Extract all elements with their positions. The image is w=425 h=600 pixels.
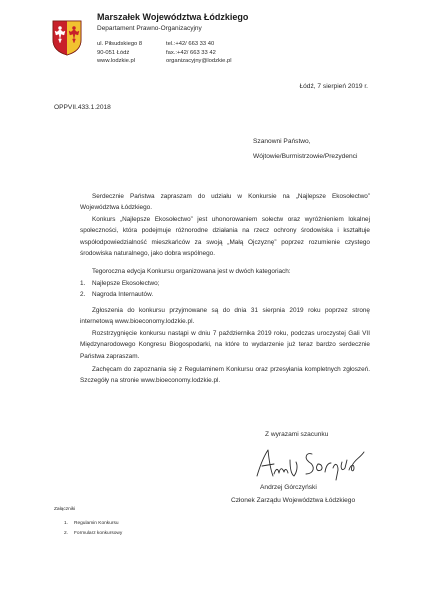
text-line: Serdecznie Państwa zapraszam do udziału w Konkursie na „Najlepsze Ekosołectwo” <box>92 193 370 200</box>
list-item <box>80 289 160 300</box>
attachment-item <box>64 519 122 529</box>
text-line: internetową www.bioeconomy.lodzkie.pl. <box>80 318 195 326</box>
text-line: Województwa Łódzkiego. <box>80 204 152 212</box>
paragraph-about-contest <box>80 214 370 259</box>
text-line: współodpowiedzialność mieszkańców za swoją „Małą Ojczyznę” poprzez rozumienie czystego <box>80 238 370 246</box>
attachment-number: 2. <box>64 531 69 536</box>
text-line: Zgłoszenia do konkursu przyjmowane są do dnia 31 sierpnia 2019 roku poprzez stronę <box>92 307 370 314</box>
signer-name: Andrzej Górczyński <box>260 484 317 491</box>
org-contact <box>166 40 232 66</box>
letter-date: Łódź, 7 sierpień 2019 r. <box>299 83 368 90</box>
address-line: 90-051 Łódź <box>97 49 130 56</box>
fax-line: fax.:+42/ 663 33 42 <box>166 49 216 56</box>
paragraph-categories-intro: Tegoroczna edycja Konkursu organizowana jest w dwóch kategoriach: <box>92 268 291 275</box>
paragraph-gala <box>80 328 370 362</box>
category-list <box>80 278 160 301</box>
org-department: Departament Prawno-Organizacyjny <box>97 25 202 32</box>
text-line: społeczności, która podejmuje różnorodne działania na rzecz ochrony środowiska i kształtuje <box>80 227 370 235</box>
text-line: Państwa zapraszam. <box>80 352 140 360</box>
handwritten-signature-icon <box>254 446 369 482</box>
website-link[interactable]: www.lodzkie.pl <box>97 58 136 65</box>
paragraph-submission <box>80 305 370 328</box>
address-line: ul. Piłsudskiego 8 <box>97 41 143 47</box>
list-item <box>80 278 160 289</box>
attachments-list <box>64 519 122 539</box>
paragraph-invitation <box>80 191 370 214</box>
text-line: VII Międzynarodowego Kongresu Biogospodarki, na które to wydarzenie już teraz bardzo serdecznie <box>80 330 370 349</box>
attachments-label: Załączniki <box>54 507 76 512</box>
salutation: Szanowni Państwo, <box>253 138 311 145</box>
text-line: Zachęcam do zapoznania się z Regulaminem Konkursu oraz przesyłania kompletnych <box>92 366 341 373</box>
list-number: 1. <box>80 280 86 287</box>
attachment-label: Regulamin Konkursu <box>74 521 119 526</box>
phone-line: tel.:+42/ 663 33 40 <box>166 41 215 47</box>
attachment-item <box>64 529 122 539</box>
paragraph-regulations <box>80 364 370 387</box>
attachment-label: Formularz konkursowy <box>74 531 123 536</box>
list-label: Najlepsze Ekosołectwo; <box>92 280 160 287</box>
recipients: Wójtowie/Burmistrzowie/Prezydenci <box>253 153 358 160</box>
voivodeship-crest-icon <box>52 20 82 56</box>
email-link[interactable]: organizacyjny@lodzkie.pl <box>166 58 232 65</box>
list-number: 2. <box>80 291 86 299</box>
text-line: zgłoszeń. Szczegóły na stronie www.bioeconomy.lodzkie.pl. <box>80 366 370 385</box>
org-title: Marszałek Województwa Łódzkiego <box>97 12 249 22</box>
closing-phrase: Z wyrazami szacunku <box>265 431 329 438</box>
list-label: Nagroda Internautów. <box>92 291 154 299</box>
attachment-number: 1. <box>64 521 69 526</box>
org-address <box>97 40 142 66</box>
signer-title: Członek Zarządu Województwa Łódzkiego <box>231 497 356 504</box>
text-line: Konkurs „Najlepsze Ekosołectwo” jest uhonorowaniem sołectw oraz wyróżnieniem lokalnej <box>92 216 370 223</box>
reference-number: OPPVII.433.1.2018 <box>54 104 111 111</box>
text-line: środowiska naturalnego, jako dobra wspólnego. <box>80 249 215 257</box>
text-line: Rozstrzygnięcie konkursu nastąpi w dniu 7 października 2019 roku, podczas uroczystej Gali <box>92 330 360 337</box>
